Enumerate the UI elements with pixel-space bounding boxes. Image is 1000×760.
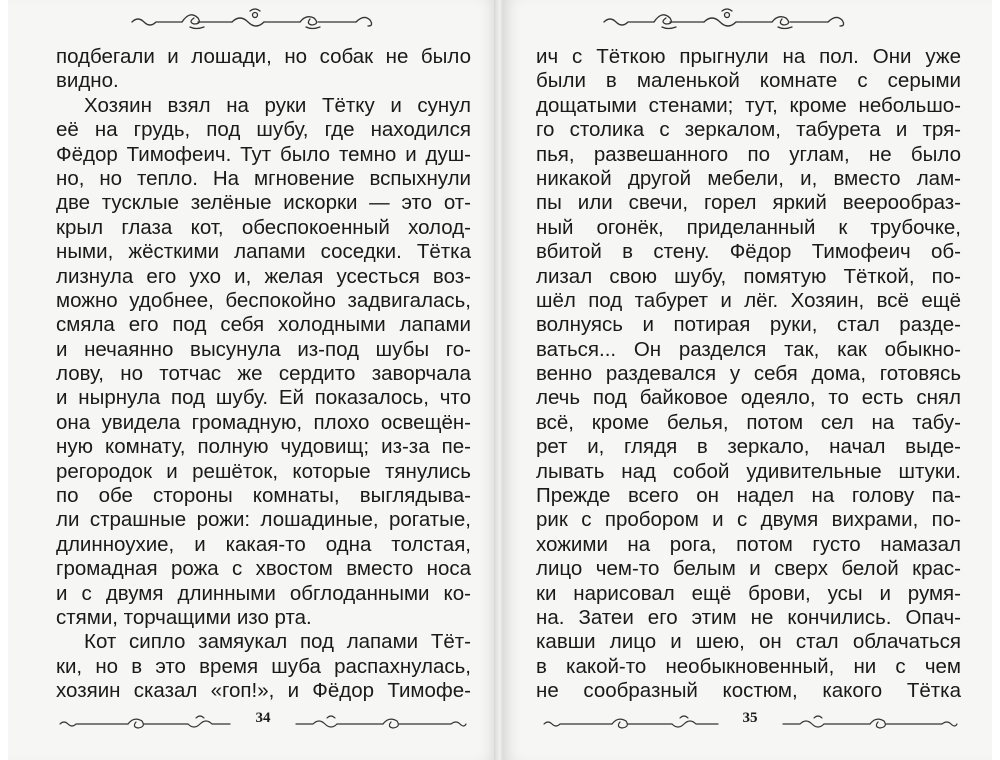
text-line: ную комнату, полную чудовищ; из-за пе- bbox=[56, 435, 471, 459]
top-ornament-left bbox=[130, 6, 380, 32]
text-line: Хозяин взял на руки Тётку и сунул bbox=[84, 93, 471, 117]
text-line: никакой другой мебели, и, вместо лам- bbox=[536, 166, 961, 190]
text-line: но, но тепло. На мгновение вспыхнули bbox=[56, 166, 471, 190]
text-line: вбитой в стену. Фёдор Тимофеич об- bbox=[536, 240, 961, 264]
text-line: хозяин сказал «гоп!», и Фёдор Тимофе- bbox=[56, 679, 471, 703]
text-line: рет и, глядя в зеркало, начал выде- bbox=[536, 435, 961, 459]
top-ornament-right bbox=[602, 6, 852, 32]
text-line: пья, развешанного по углам, не было bbox=[536, 142, 961, 166]
text-line: пы или свечи, горел яркий веерообраз- bbox=[536, 191, 961, 215]
text-line: стями, торчащими изо рта. bbox=[56, 605, 312, 629]
text-line: её на грудь, под шубу, где находился bbox=[56, 118, 471, 142]
page-number-right: 35 bbox=[742, 710, 758, 726]
text-line: всё, кроме белья, потом сел на табу- bbox=[536, 410, 961, 434]
text-line: ки нарисовал ещё брови, усы и румя- bbox=[536, 581, 961, 605]
text-line: на. Затеи его этим не кончились. Опач- bbox=[536, 605, 961, 629]
text-line: видно. bbox=[56, 69, 119, 93]
text-line: в какой-то необыкновенный, ни с чем bbox=[536, 654, 961, 678]
text-line: ич с Тёткою прыгнули на пол. Они уже bbox=[536, 45, 961, 68]
text-line: и нырнула под шубу. Ей показалось, что bbox=[56, 386, 471, 410]
footer-ornament-left bbox=[542, 712, 722, 736]
text-line: смяла его под себя холодными лапами bbox=[56, 313, 471, 337]
text-line: хожими на рога, потом густо намазал bbox=[536, 532, 961, 556]
text-line: лизал свою шубу, помятую Тёткой, по- bbox=[536, 264, 961, 288]
right-page-text bbox=[536, 45, 961, 704]
text-line: лизнула его ухо и, желая усесться воз- bbox=[56, 264, 471, 288]
text-line: и с двумя длинными обглоданными ко- bbox=[56, 581, 471, 605]
text-line: по обе стороны комнаты, выглядыва- bbox=[56, 484, 471, 508]
text-line: длинноухие, и какая-то одна толстая, bbox=[56, 532, 471, 556]
footer-ornament-right bbox=[293, 712, 468, 736]
text-line: ваться... Он разделся так, как обыкно- bbox=[536, 337, 961, 361]
text-line: регородок и решёток, которые тянулись bbox=[56, 459, 471, 483]
left-page-text bbox=[56, 45, 471, 704]
text-line: рик с пробором и с двумя вихрами, по- bbox=[536, 508, 961, 532]
text-line: ли страшные рожи: лошадиные, рогатые, bbox=[56, 508, 471, 532]
text-line: ный огонёк, приделанный к трубочке, bbox=[536, 215, 961, 239]
text-line: можно удобнее, беспокойно задвигалась, bbox=[56, 288, 471, 312]
text-line: шёл под табурет и лёг. Хозяин, всё ещё bbox=[536, 288, 961, 312]
left-page-footer bbox=[58, 708, 468, 738]
text-line: были в маленькой комнате с серыми bbox=[536, 69, 961, 93]
footer-ornament-left bbox=[58, 712, 233, 736]
text-line: ными, жёсткими лапами соседки. Тётка bbox=[56, 240, 471, 264]
text-line: ки, но в это время шуба распахнулась, bbox=[56, 654, 471, 678]
text-line: крыл глаза кот, обеспокоенный холод- bbox=[56, 215, 471, 239]
text-line: лывать над собой удивительные штуки. bbox=[536, 459, 961, 483]
text-line: не сообразный костюм, какого Тётка bbox=[536, 679, 961, 703]
text-line: кавши лицо и шею, он стал облачаться bbox=[536, 630, 961, 654]
text-line: громадная рожа с хвостом вместо носа bbox=[56, 557, 471, 581]
text-line: дощатыми стенами; тут, кроме небольшо- bbox=[536, 93, 961, 117]
right-page bbox=[502, 0, 992, 760]
text-line: го столика с зеркалом, табурета и тря- bbox=[536, 118, 961, 142]
footer-ornament-right bbox=[780, 712, 960, 736]
text-line: и нечаянно высунула из-под шубы го- bbox=[56, 337, 471, 361]
text-line: лечь под байковое одеяло, то есть снял bbox=[536, 386, 961, 410]
text-line: Прежде всего он надел на голову па- bbox=[536, 484, 961, 508]
text-line: две тусклые зелёные искорки — это от- bbox=[56, 191, 471, 215]
text-line: подбегали и лошади, но собак не было bbox=[56, 45, 471, 68]
text-line: Фёдор Тимофеич. Тут было темно и душ- bbox=[56, 142, 471, 166]
text-line: она увидела громадную, плохо освещён- bbox=[56, 410, 471, 434]
text-line: волнуясь и потирая руки, стал разде- bbox=[536, 313, 961, 337]
text-line: лицо чем-то белым и сверх белой крас- bbox=[536, 557, 961, 581]
text-line: лову, но тотчас же сердито заворчала bbox=[56, 362, 471, 386]
text-line: венно раздевался у себя дома, готовясь bbox=[536, 362, 961, 386]
left-page bbox=[8, 0, 498, 760]
text-line: Кот сипло замяукал под лапами Тёт- bbox=[84, 630, 471, 654]
page-number-left: 34 bbox=[255, 710, 271, 726]
right-page-footer bbox=[542, 708, 962, 738]
